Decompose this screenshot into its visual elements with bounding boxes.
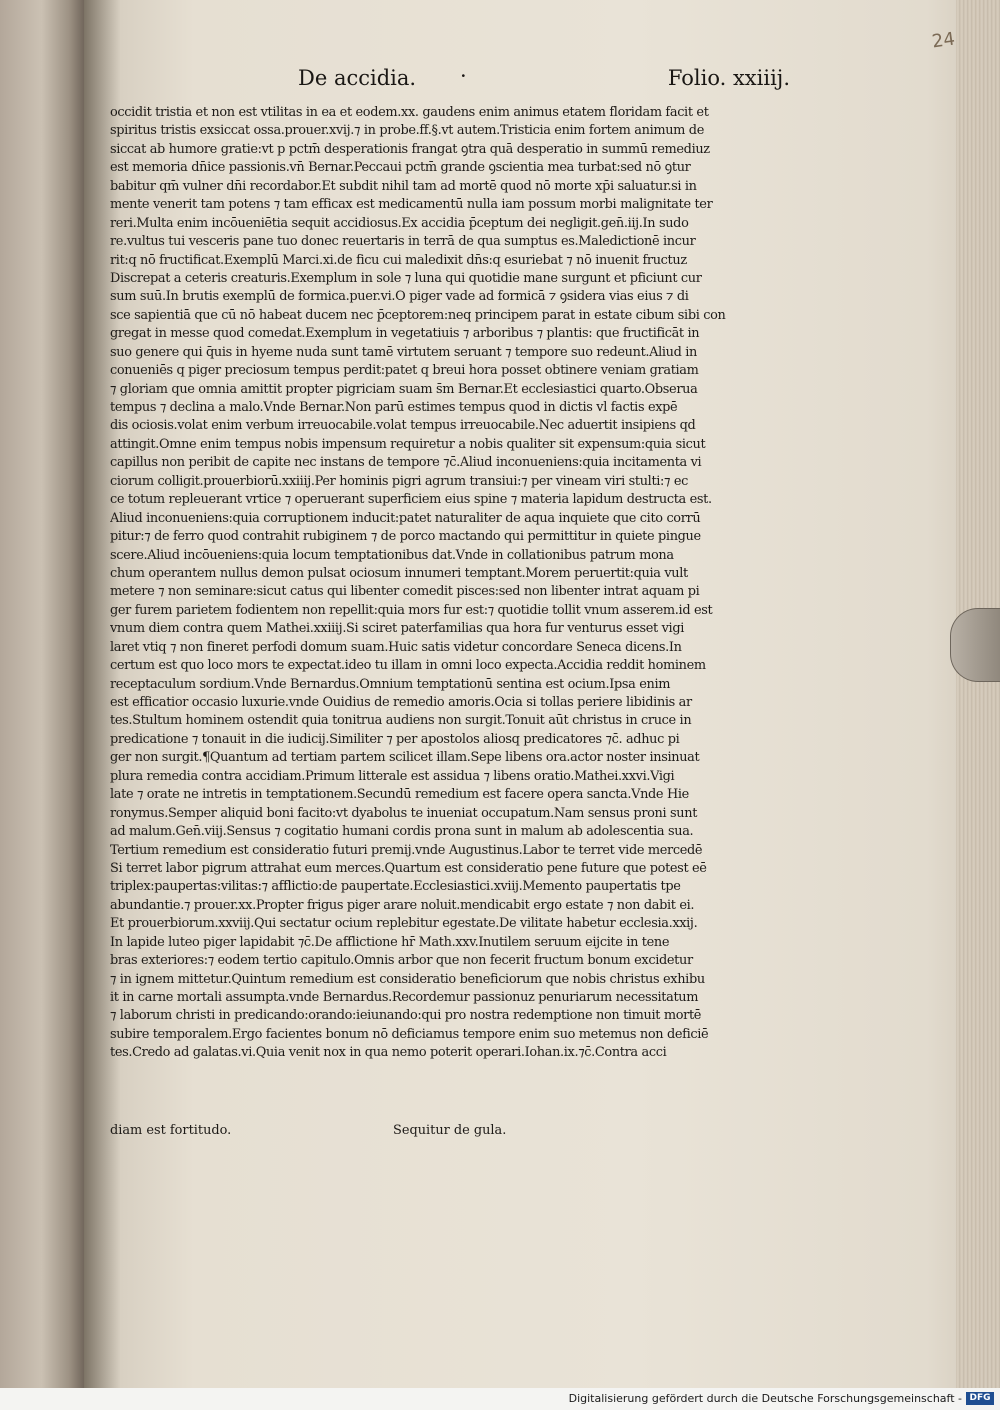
running-head [298,66,790,92]
text-line: receptaculum sordium.Vnde Bernardus.Omnium temptationū sentina est ocium.Ipsa enim [110,676,671,692]
text-line: ce totum repleuerant vrtice ⁊ operuerant superficiem eius spine ⁊ materia lapidum destructa est. [110,492,712,508]
text-line: siccat ab humore gratie:vt p pctm̄ desperationis frangat ꝯtra quā desperatio in summū remediuz [110,141,710,157]
text-line: chum operantem nullus demon pulsat ociosum innumeri temptant.Morem peruertit:quia vult [110,565,688,581]
text-line: certum est quo loco mors te expectat.ideo tu illam in omni loco expecta.Accidia reddit hominem [110,658,706,674]
left-page-edge [0,0,92,1388]
text-line: plura remedia contra accidiam.Primum litterale est assidua ⁊ libens oratio.Mathei.xxvi.Vigi [110,768,675,784]
text-line: ciorum colligit.prouerbiorū.xxiiij.Per hominis pigri agrum transiui:⁊ per vineam viri stulti:⁊ ec [110,473,688,489]
text-line: ⁊ gloriam que omnia amittit propter pigriciam suam s̄m Bernar.Et ecclesiastici quarto.Obserua [110,381,698,397]
ornament-dot-icon: · [460,64,467,88]
running-head-title: De accidia. [298,66,417,90]
text-line: tes.Stultum hominem ostendit quia tonitrua audiens non surgit.Tonuit aūt christus in cruce in [110,713,692,729]
text-line: In lapide luteo piger lapidabit ⁊c̄.De afflictione hr̄ Math.xxv.Inutilem seruum eijcite in tene [110,934,670,950]
text-line: Discrepat a ceteris creaturis.Exemplum in sole ⁊ luna qui quotidie mane surgunt et pficiunt cur [110,270,702,286]
text-line: ger furem parietem fodientem non repellit:quia mors fur est:⁊ quotidie tollit vnum asserem.id est [110,602,713,618]
text-line: pitur:⁊ de ferro quod contrahit rubiginem ⁊ de porco mactando qui permittitur in quiete pingue [110,529,701,545]
text-line: predicatione ⁊ tonauit in die iudicij.Similiter ⁊ per apostolos aliosq predicatores ⁊c̄. adhuc pi [110,731,680,747]
text-block [110,104,796,1063]
closing-text: diam est fortitudo. [110,1123,232,1138]
text-line: it in carne mortali assumpta.vnde Bernardus.Recordemur passionuz penuriarum necessitatum [110,990,699,1005]
text-line: Tertium remedium est consideratio futuri premij.vnde Augustinus.Labor te terret vide mercedē [110,842,703,858]
text-line: bras exteriores:⁊ eodem tertio capitulo.Omnis arbor que non fecerit fructum bonum excidetur [110,953,693,969]
text-line: spiritus tristis exsiccat ossa.prouer.xvij.⁊ in probe.ff.§.vt autem.Tristicia enim fortem animum de [110,123,704,139]
text-line: ronymus.Semper aliquid boni facito:vt dyabolus te inueniat occupatum.Nam sensus proni sunt [110,805,698,821]
text-line: mente venerit tam potens ⁊ tam efficax est medicamentū nulla iam possum morbi malignitate ter [110,197,713,213]
text-line: tes.Credo ad galatas.vi.Quia venit nox in qua nemo poterit operari.Iohan.ix.⁊c̄.Contra acci [110,1045,667,1061]
text-line: late ⁊ orate ne intretis in temptationem.Secundū remedium est facere opera sancta.Vnde Hie [110,787,689,803]
text-line: capillus non peribit de capite nec instans de tempore ⁊c̄.Aliud inconueniens:quia incitamenta vi [110,455,702,471]
text-line: reri.Multa enim incōueniētia sequit accidiosus.Ex accidia p̄ceptum dei negligit.gen̄.iij.In sudo [110,215,689,231]
text-line: Si terret labor pigrum attrahat eum merces.Quartum est consideratio pene future que potest eē [110,860,707,876]
pencil-folio-number: 24 [930,28,957,53]
text-line: rit:q nō fructificat.Exemplū Marci.xi.de ficu cui maledixit dn̄s:q esuriebat ⁊ nō inuenit fructuz [110,252,687,268]
text-line: vnum diem contra quem Mathei.xxiiij.Si sciret paterfamilias qua hora fur venturus esset vigi [110,621,684,637]
text-line: laret vtiq ⁊ non fineret perfodi domum suam.Huic satis videtur concordare Seneca dicens.In [110,639,682,655]
text-line: ⁊ in ignem mittetur.Quintum remedium est consideratio beneficiorum que nobis christus exhibu [110,971,705,987]
text-line: dis ociosis.volat enim verbum irreuocabile.volat tempus irreuocabile.Nec aduertit insipiens qd [110,418,696,434]
footer-bar [0,1388,1000,1410]
text-line: ⁊ laborum christi in predicando:orando:ieiunando:qui pro nostra redemptione non timuit mortē [110,1008,702,1024]
running-head-folio: Folio. xxiiij. [667,66,790,90]
text-line: gregat in messe quod comedat.Exemplum in vegetatiuis ⁊ arboribus ⁊ plantis: que fructificāt in [110,326,700,342]
closing-line [110,1123,796,1143]
text-line: ad malum.Gen̄.viij.Sensus ⁊ cogitatio humani cordis prona sunt in malum ab adolescentia sua. [110,824,694,840]
text-line: sum suū.In brutis exemplū de formica.puer.vi.O piger vade ad formicā ⁊ ꝯsidera vias eius ⁊ di [110,289,689,305]
text-line: conueniēs q piger preciosum tempus perdit:patet q breui hora posset obtinere veniam gratiam [110,363,699,379]
text-line: est efficatior occasio luxurie.vnde Ouidius de remedio amoris.Ocia si tollas periere libidinis ar [110,695,692,710]
book-clip-icon [950,608,1000,682]
text-line: tempus ⁊ declina a malo.Vnde Bernar.Non parū estimes tempus quod in dictis vl factis expē [110,400,678,415]
text-line: est memoria dn̄ice passionis.vn̄ Bernar.Peccaui pctm̄ grande ꝯscientia mea turbat:sed nō ꝯtur [110,160,691,176]
text-line: babitur qm̄ vulner dn̄i recordabor.Et subdit nihil tam ad mortē quod nō morte xp̄i saluatur.si in [110,178,697,194]
text-line: attingit.Omne enim tempus nobis impensum requiretur a nobis qualiter sit expensum:quia sicut [110,436,706,452]
funding-credit: Digitalisierung gefördert durch die Deutsche Forschungsgemeinschaft - [568,1392,962,1405]
text-line: triplex:paupertas:vilitas:⁊ afflictio:de paupertate.Ecclesiastici.xviij.Memento paupertatis tpe [110,879,681,895]
text-line: suo genere qui q̄uis in hyeme nuda sunt tamē virtutem seruant ⁊ tempore suo redeunt.Aliud in [110,344,697,360]
text-line: sce sapientiā que cū nō habeat ducem nec p̄ceptorem:neq principem parat in estate cibum sibi con [110,307,726,323]
text-line: abundantie.⁊ prouer.xx.Propter frigus piger arare noluit.mendicabit ergo estate ⁊ non dabit ei. [110,897,695,913]
text-line: metere ⁊ non seminare:sicut catus qui libenter comedit pisces:sed non libenter intrat aquam pi [110,584,700,600]
dfg-logo-icon: DFG [966,1392,994,1405]
text-line: re.vultus tui vesceris pane tuo donec reuertaris in terrā de qua sumptus es.Maledictionē incur [110,234,696,250]
text-line: Aliud inconueniens:quia corruptionem inducit:patet naturaliter de aqua inquiete que cito corrū [110,510,701,526]
text-line: scere.Aliud incōueniens:quia locum temptationibus dat.Vnde in collationibus patrum mona [110,547,674,563]
text-line: Et prouerbiorum.xxviij.Qui sectatur ocium replebitur egestate.De vilitate habetur ecclesia.xxij. [110,916,698,932]
text-line: ger non surgit.¶Quantum ad tertiam partem scilicet illam.Sepe libens ora.actor noster insinuat [110,750,700,766]
fore-edge [956,0,1000,1388]
text-line: occidit tristia et non est vtilitas in ea et eodem.xx. gaudens enim animus etatem floridam facit et [110,105,709,120]
text-line: subire temporalem.Ergo facientes bonum nō deficiamus tempore enim suo metemus non deficiē [110,1026,709,1042]
next-section-heading: Sequitur de gula. [393,1123,507,1138]
